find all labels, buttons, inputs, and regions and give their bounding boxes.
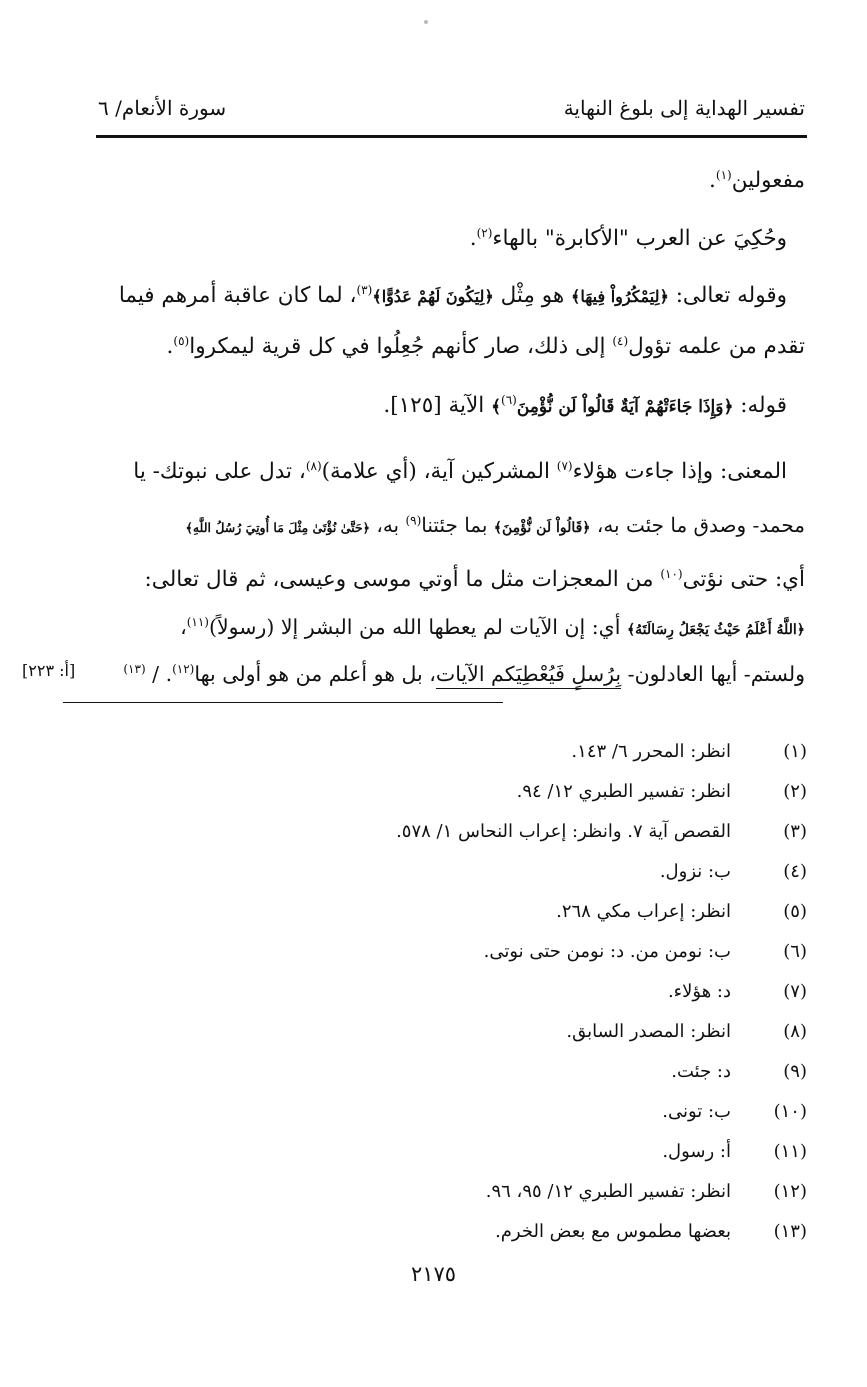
- text: وقوله تعالى:: [668, 283, 787, 308]
- quran-quote: ﴿حَتَّىٰ نُؤْتَىٰ مِثْلَ مَا أُوتِيَ رُسُلُ اللَّهِ﴾: [185, 520, 370, 535]
- footnote-ref: (٢): [476, 225, 493, 240]
- footnote-number: (١١): [773, 1141, 807, 1162]
- footnote-ref: (٩): [405, 513, 422, 528]
- footnote-text: انظر: إعراب مكي ٢٦٨.: [556, 901, 731, 922]
- footnote-text: بعضها مطموس مع بعض الخرم.: [495, 1221, 731, 1242]
- text: تقدم من علمه تؤول: [628, 334, 805, 359]
- quran-quote: ﴿قَالُواْ لَن نُّؤْمِنَ﴾: [493, 520, 591, 536]
- footnote-item: [96, 1092, 807, 1132]
- text: أي: إن الآيات لم يعطها الله من البشر إلا (رسولاً): [208, 615, 627, 639]
- footnote-item: [96, 1132, 807, 1172]
- text: ، تدل على نبوتك- يا: [133, 459, 306, 484]
- footnote-ref: (٣): [356, 282, 373, 297]
- footnote-number: (٦): [783, 941, 807, 962]
- text: المعنى: وإذا جاءت هؤلاء: [572, 459, 787, 484]
- quran-quote: ﴿لِيَمْكُرُواْ فِيهَا﴾: [571, 287, 669, 306]
- footnote-ref: (٥): [173, 333, 190, 348]
- footnote-number: (١٠): [773, 1101, 807, 1122]
- footnote-text: ب: نزول.: [659, 861, 731, 882]
- text: ،: [180, 615, 187, 639]
- text: إلى ذلك، صار كأنهم جُعِلُوا في كل قرية ليمكروا: [189, 334, 613, 359]
- footnote-number: (١٢): [773, 1181, 807, 1202]
- footnote-item: [96, 772, 807, 812]
- footnote-ref: (١٢): [172, 662, 195, 677]
- scan-speck: [424, 20, 428, 24]
- footnote-item: [96, 972, 807, 1012]
- footnote-text: انظر: المصدر السابق.: [566, 1021, 731, 1042]
- body-line-10: [96, 662, 805, 687]
- footnote-ref: (٨): [305, 458, 322, 473]
- text: .: [709, 168, 716, 193]
- footnote-number: (٥): [783, 901, 807, 922]
- footnote-ref: (١٠): [660, 566, 683, 581]
- footnote-text: ب: نومن من. د: نومن حتى نوتى.: [483, 941, 731, 962]
- body-line-1: [96, 168, 805, 194]
- page-number: ٢١٧٥: [410, 1262, 457, 1286]
- text: قوله:: [733, 393, 787, 418]
- text: . /: [145, 662, 173, 686]
- text: مفعولين: [731, 168, 805, 193]
- footnote-text: انظر: تفسير الطبري ١٢/ ٩٤.: [516, 781, 731, 802]
- footnote-number: (١٣): [773, 1221, 807, 1242]
- footnote-number: (٢): [783, 781, 807, 802]
- paragraph-end-rule: [63, 702, 503, 703]
- text: ، لما كان عاقبة أمرهم فيما: [118, 283, 357, 308]
- footnote-item: [96, 932, 807, 972]
- footnote-item: [96, 1172, 807, 1212]
- footnote-ref: (١١): [186, 615, 209, 630]
- body-line-8: [96, 567, 805, 593]
- body-line-9: [96, 615, 805, 640]
- text: المشركين آية، (أي علامة): [321, 459, 557, 484]
- body-line-4: [96, 334, 805, 360]
- footnote-ref: (١): [715, 167, 732, 182]
- quran-quote: ﴿وَإِذَا جَاءَتْهُمْ آيَةٌ قَالُواْ لَن نُّؤْمِنَ: [516, 397, 734, 417]
- text: أي: حتى نؤتى: [682, 567, 805, 592]
- margin-manuscript-note: [أ: ٢٢٣]: [22, 661, 76, 680]
- footnote-text: د: جئت.: [671, 1061, 731, 1082]
- footnotes-list: [96, 732, 807, 1252]
- footnote-text: ب: تونى.: [662, 1101, 731, 1122]
- footnote-item: [96, 1012, 807, 1052]
- footnote-text: انظر: تفسير الطبري ١٢/ ٩٥، ٩٦.: [485, 1181, 731, 1202]
- text: به،: [370, 513, 406, 537]
- footnote-number: (٤): [783, 861, 807, 882]
- header-rule: [96, 135, 807, 138]
- text: بما جئتنا: [421, 513, 494, 537]
- footnote-number: (٧): [783, 981, 807, 1002]
- text: ولستم- أيها العادلون-: [621, 662, 805, 686]
- text: وحُكِيَ عن العرب "الأكابرة" بالهاء: [492, 226, 787, 251]
- footnote-text: أ: رسول.: [662, 1141, 731, 1162]
- footnote-text: انظر: المحرر ٦/ ١٤٣.: [571, 741, 731, 762]
- footnote-ref: (١٣): [123, 662, 146, 677]
- text: هو مِثْل: [493, 283, 572, 308]
- footnote-number: (٩): [783, 1061, 807, 1082]
- running-header-surah: سورة الأنعام/ ٦: [98, 96, 227, 120]
- text: .: [166, 334, 174, 359]
- footnote-ref: (٤): [612, 333, 629, 348]
- footnote-text: القصص آية ٧. وانظر: إعراب النحاس ١/ ٥٧٨.: [396, 821, 731, 842]
- quran-quote: ﴿لِيَكُونَ لَهُمْ عَدُوًّا﴾: [372, 287, 494, 306]
- quran-quote: ﴿اللَّهُ أَعْلَمُ حَيْثُ يَجْعَلُ رِسَالَتَهُ﴾: [626, 622, 805, 638]
- footnote-number: (٨): [783, 1021, 807, 1042]
- footnote-item: [96, 732, 807, 772]
- body-line-2: [96, 226, 805, 252]
- text: محمد- وصدق ما جئت به،: [590, 513, 805, 537]
- text: من المعجزات مثل ما أوتي موسى وعيسى، ثم قال تعالى:: [144, 567, 661, 592]
- footnote-ref: (٧): [556, 458, 573, 473]
- body-line-3: [96, 283, 787, 309]
- footnote-ref: (٦): [501, 392, 517, 407]
- running-header-title: تفسير الهداية إلى بلوغ النهاية: [563, 96, 805, 120]
- footnote-item: [96, 1212, 807, 1252]
- underlined-text: بِرُسلٍ فَيُعْطِيَكم الآيات: [436, 662, 621, 689]
- text: الآية [١٢٥].: [383, 393, 492, 418]
- text: ، بل هو أعلم من هو أولى بها: [194, 662, 436, 686]
- text: .: [469, 226, 477, 251]
- body-line-5: [96, 393, 787, 419]
- body-line-6: [96, 459, 787, 485]
- footnote-text: د: هؤلاء.: [667, 981, 731, 1002]
- footnote-item: [96, 812, 807, 852]
- footnote-item: [96, 1052, 807, 1092]
- footnote-number: (١): [783, 741, 807, 762]
- quran-quote-end: ﴾: [491, 397, 502, 417]
- footnote-item: [96, 852, 807, 892]
- footnote-item: [96, 892, 807, 932]
- body-line-7: [96, 513, 805, 537]
- footnote-number: (٣): [783, 821, 807, 842]
